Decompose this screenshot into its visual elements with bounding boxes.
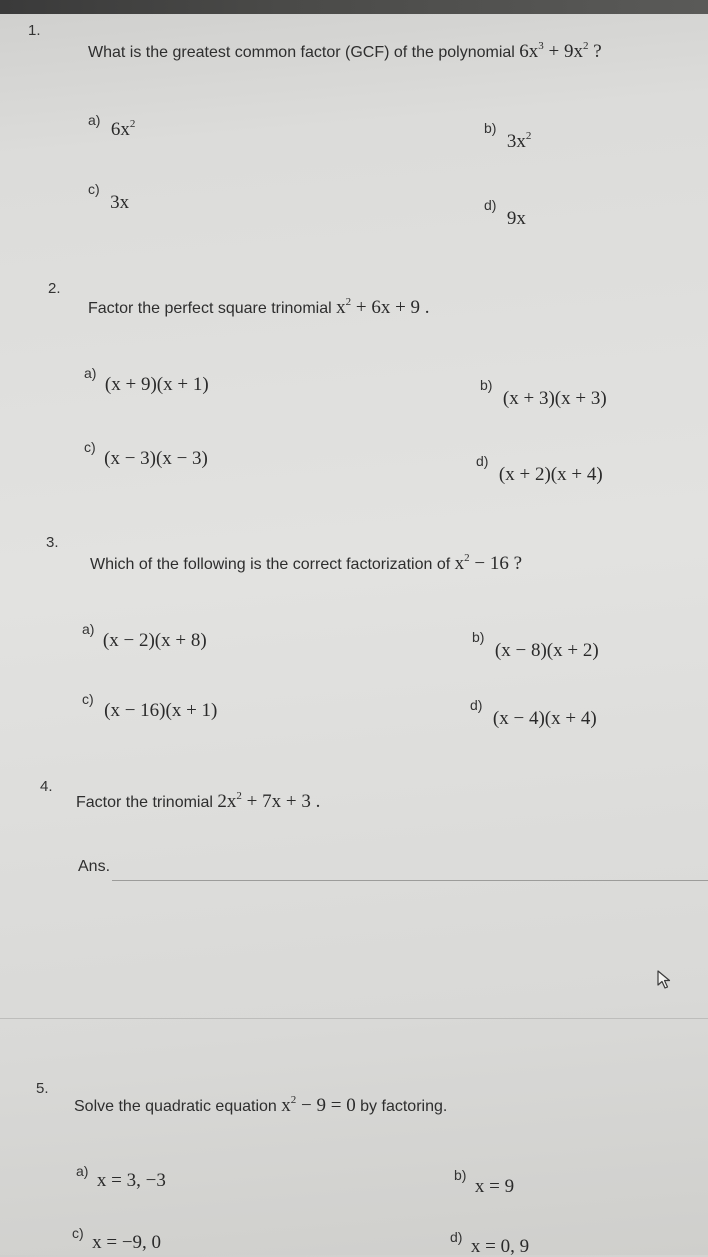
option-value: $6x^2$ xyxy=(110,118,136,140)
option-letter: c) xyxy=(82,691,94,707)
question-1-text: What is the greatest common factor (GCF) of the polynomial xyxy=(88,44,515,61)
question-2-text: Factor the perfect square trinomial xyxy=(88,300,332,317)
option-value: (x − 8)(x + 2) xyxy=(494,640,599,661)
question-5-prompt xyxy=(74,1094,447,1117)
option-letter: d) xyxy=(450,1229,463,1245)
question-2-expression: $x^2 + 6x + 9$ . xyxy=(336,296,430,318)
question-3-option-b[interactable] xyxy=(472,626,599,661)
question-1-option-d[interactable] xyxy=(484,194,526,229)
question-1-option-a[interactable] xyxy=(88,108,136,140)
option-value: 9x xyxy=(506,208,526,229)
question-5-option-d[interactable] xyxy=(450,1226,530,1257)
question-2-number: 2. xyxy=(48,280,61,297)
question-1-option-b[interactable] xyxy=(484,116,532,152)
question-1-prompt xyxy=(88,40,602,63)
option-letter: c) xyxy=(88,181,100,197)
option-value: (x − 2)(x + 8) xyxy=(102,630,207,651)
question-5-expression: $x^2 - 9 = 0$ xyxy=(281,1094,356,1116)
option-value: (x − 3)(x − 3) xyxy=(104,448,208,469)
question-5-option-b[interactable] xyxy=(454,1164,515,1197)
answer-line[interactable] xyxy=(112,880,708,881)
option-value: (x + 9)(x + 1) xyxy=(104,374,209,395)
option-letter: b) xyxy=(480,377,493,393)
question-4-prompt xyxy=(76,790,320,813)
question-2-prompt xyxy=(88,296,430,319)
option-letter: d) xyxy=(484,197,497,213)
option-letter: a) xyxy=(84,365,97,381)
question-3-expression: $x^2 - 16$ ? xyxy=(454,552,523,574)
option-letter: b) xyxy=(484,120,497,136)
question-3-option-c[interactable] xyxy=(82,688,218,721)
option-value: x = −9, 0 xyxy=(92,1232,162,1253)
question-3-prompt xyxy=(90,552,522,575)
question-3-number: 3. xyxy=(46,534,59,551)
question-5-option-c[interactable] xyxy=(72,1222,162,1253)
question-1-number: 1. xyxy=(28,22,41,39)
option-letter: d) xyxy=(470,697,483,713)
option-value: (x − 16)(x + 1) xyxy=(104,700,218,721)
option-letter: b) xyxy=(472,629,485,645)
question-3-option-d[interactable] xyxy=(470,694,597,729)
top-shadow-band xyxy=(0,0,708,14)
question-1-expression: $6x^3 + 9x^2$ ? xyxy=(519,40,602,62)
question-2-option-d[interactable] xyxy=(476,450,603,485)
question-2-option-c[interactable] xyxy=(84,436,208,469)
question-5-number: 5. xyxy=(36,1080,49,1097)
question-3-text: Which of the following is the correct factorization of xyxy=(90,556,451,573)
option-value: 3x xyxy=(110,192,130,213)
section-divider xyxy=(0,1018,708,1019)
question-2-option-a[interactable] xyxy=(84,362,209,395)
option-value: x = 9 xyxy=(474,1176,515,1197)
option-value: x = 3, −3 xyxy=(96,1170,166,1191)
option-value: x = 0, 9 xyxy=(470,1236,530,1257)
question-2-option-b[interactable] xyxy=(480,374,607,409)
question-4-text: Factor the trinomial xyxy=(76,794,213,811)
option-value: $3x^2$ xyxy=(506,130,532,152)
option-value: (x − 4)(x + 4) xyxy=(492,708,597,729)
option-letter: b) xyxy=(454,1167,467,1183)
option-value: (x + 3)(x + 3) xyxy=(502,388,607,409)
option-letter: a) xyxy=(82,621,95,637)
answer-label: Ans. xyxy=(78,858,111,875)
question-5-text-after: by factoring. xyxy=(360,1098,448,1115)
question-1-option-c[interactable] xyxy=(88,178,130,213)
question-4-number: 4. xyxy=(40,778,53,795)
mouse-pointer-icon xyxy=(657,970,673,990)
question-5-option-a[interactable] xyxy=(76,1160,166,1191)
question-4-expression: $2x^2 + 7x + 3$ . xyxy=(217,790,321,812)
question-3-option-a[interactable] xyxy=(82,618,207,651)
option-letter: c) xyxy=(72,1225,84,1241)
option-letter: d) xyxy=(476,453,489,469)
option-letter: c) xyxy=(84,439,96,455)
option-letter: a) xyxy=(88,112,101,128)
option-letter: a) xyxy=(76,1163,89,1179)
option-value: (x + 2)(x + 4) xyxy=(498,464,603,485)
question-5-text: Solve the quadratic equation xyxy=(74,1098,277,1115)
